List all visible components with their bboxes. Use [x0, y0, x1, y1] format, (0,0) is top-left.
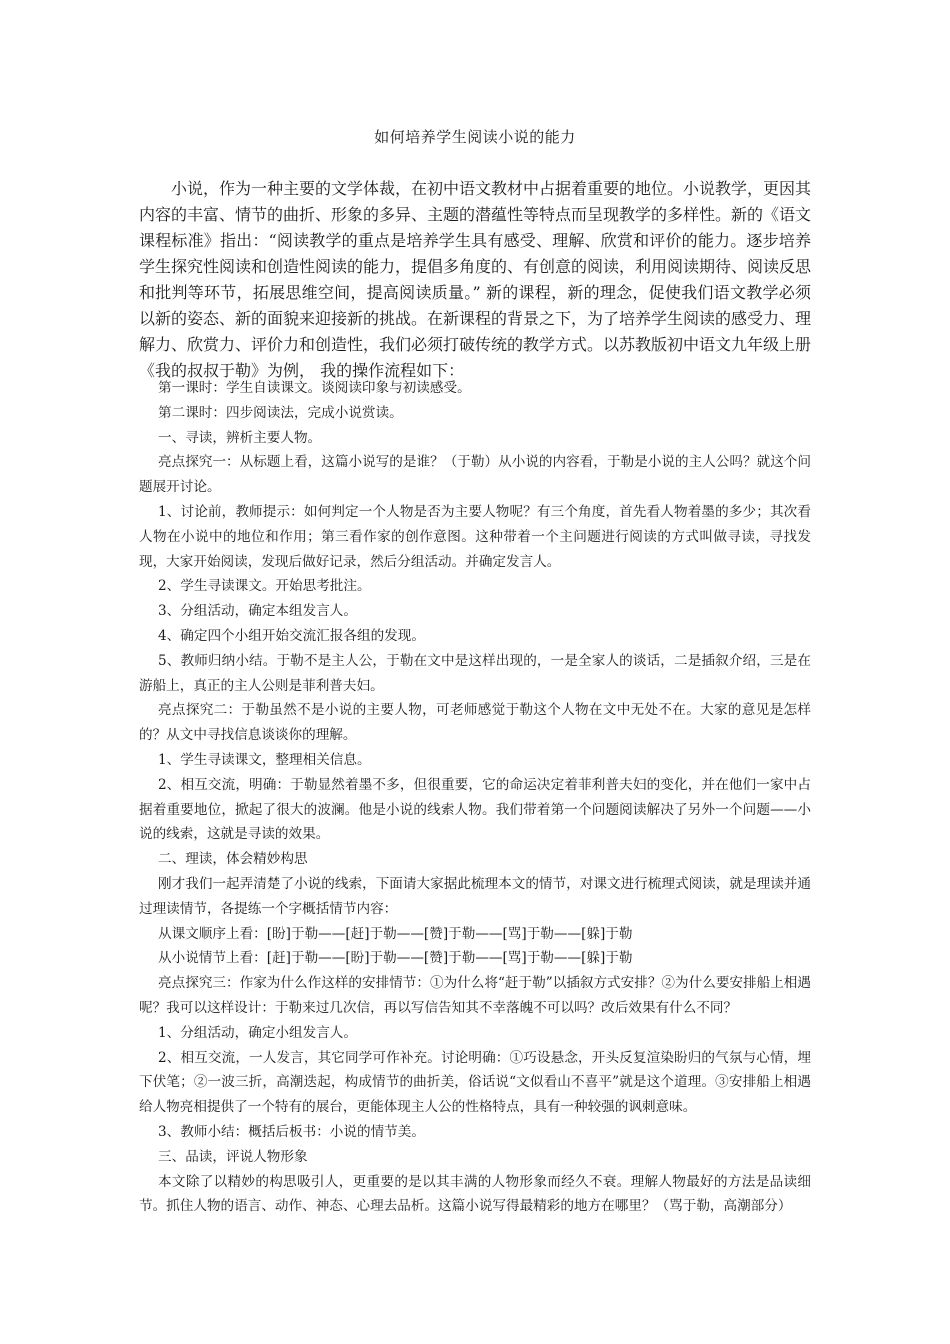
- body-paragraph: 第二课时：四步阅读法，完成小说赏读。: [158, 404, 403, 421]
- section-heading: 三、品读，评说人物形象: [158, 1148, 308, 1165]
- body-paragraph: 2、学生寻读课文。开始思考批注。: [158, 578, 371, 595]
- body-paragraph: 亮点探究一：从标题上看，这篇小说写的是谁？（于勒）从小说的内容看，于勒是小说的主人公吗？就这个问题展开讨论。: [139, 454, 811, 496]
- body-paragraph: 本文除了以精妙的构思吸引人，更重要的是以其丰满的人物形象而经久不衰。理解人物最好的方法是品读细节。抓住人物的语言、动作、神态、心理去品析。这篇小说写得最精彩的地方在哪里？（骂于勒，高潮部分）: [139, 1173, 811, 1215]
- body-paragraph: 3、教师小结：概括后板书：小说的情节美。: [158, 1123, 425, 1140]
- body-paragraph: 从小说情节上看：[赶]于勒——[盼]于勒——[赞]于勒——[骂]于勒——[躲]于勒: [158, 950, 633, 967]
- document-body: [139, 376, 811, 1219]
- body-paragraph: 刚才我们一起弄清楚了小说的线索，下面请大家据此梳理本文的情节，对课文进行梳理式阅读，就是理读并通过理读情节，各提练一个字概括情节内容：: [139, 875, 811, 917]
- section-heading: 二、理读，体会精妙构思: [158, 851, 308, 868]
- body-paragraph: 1、讨论前，教师提示：如何判定一个人物是否为主要人物呢？有三个角度，首先看人物着墨的多少；其次看人物在小说中的地位和作用；第三看作家的创作意图。这种带着一个主问题进行阅读的方式叫做寻读，寻找发现，大家开始阅读，发现后做好记录，然后分组活动。并确定发言人。: [139, 503, 811, 570]
- body-paragraph: 从课文顺序上看：[盼]于勒——[赶]于勒——[赞]于勒——[骂]于勒——[躲]于勒: [158, 925, 633, 942]
- body-paragraph: 2、相互交流，明确：于勒显然着墨不多，但很重要，它的命运决定着菲利普夫妇的变化，并在他们一家中占据着重要地位，掀起了很大的波澜。他是小说的线索人物。我们带着第一个问题阅读解决了另外一个问题——小说的线索，这就是寻读的效果。: [139, 776, 811, 843]
- section-heading: 一、寻读，辨析主要人物。: [158, 429, 322, 446]
- body-paragraph: 2、相互交流，一人发言，其它同学可作补充。讨论明确：①巧设悬念，开头反复渲染盼归的气氛与心情，埋下伏笔；②一波三折，高潮迭起，构成情节的曲折美，俗话说“文似看山不喜平”就是这个道理。③安排船上相遇给人物亮相提供了一个特有的展台，更能体现主人公的性格特点，具有一种较强的讽刺意味。: [139, 1049, 811, 1116]
- intro-paragraph: 小说，作为一种主要的文学体裁，在初中语文教材中占据着重要的地位。小说教学，更因其内容的丰富、情节的曲折、形象的多异、主题的潜蕴性等特点而呈现教学的多样性。新的《语文课程标准》指出：“阅读教学的重点是培养学生具有感受、理解、欣赏和评价的能力。逐步培养学生探究性阅读和创造性阅读的能力，提倡多角度的、有创意的阅读，利用阅读期待、阅读反思和批判等环节，拓展思维空间，提高阅读质量。” 新的课程，新的理念，促使我们语文教学必须以新的姿态、新的面貌来迎接新的挑战。在新课程的背景之下，为了培养学生阅读的感受力、理解力、欣赏力、评价力和创造性，我们必须打破传统的教学方式。以苏教版初中语文九年级上册《我的叔叔于勒》为例， 我的操作流程如下：: [139, 179, 812, 380]
- body-paragraph: 4、确定四个小组开始交流汇报各组的发现。: [158, 627, 425, 644]
- body-paragraph: 亮点探究三：作家为什么作这样的安排情节：①为什么将“赶于勒”以插叙方式安排？②为什么要安排船上相遇呢？我可以这样设计：于勒来过几次信，再以写信告知其不幸落魄不可以吗？改后效果有什么不同？: [139, 975, 811, 1016]
- body-paragraph: 第一课时：学生自读课文。谈阅读印象与初读感受。: [158, 380, 471, 396]
- body-paragraph: 5、教师归纳小结。于勒不是主人公，于勒在文中是这样出现的，一是全家人的谈话，二是插叙介绍，三是在游船上，真正的主人公则是菲利普夫妇。: [139, 652, 811, 694]
- body-paragraph: 1、分组活动，确定小组发言人。: [158, 1024, 357, 1041]
- body-paragraph: 3、分组活动，确定本组发言人。: [158, 603, 357, 620]
- document-title: 如何培养学生阅读小说的能力: [374, 128, 576, 146]
- body-paragraph: 1、学生寻读课文，整理相关信息。: [158, 751, 371, 768]
- body-paragraph: 亮点探究二：于勒虽然不是小说的主要人物，可老师感觉于勒这个人物在文中无处不在。大家的意见是怎样的？从文中寻找信息谈谈你的理解。: [139, 702, 811, 744]
